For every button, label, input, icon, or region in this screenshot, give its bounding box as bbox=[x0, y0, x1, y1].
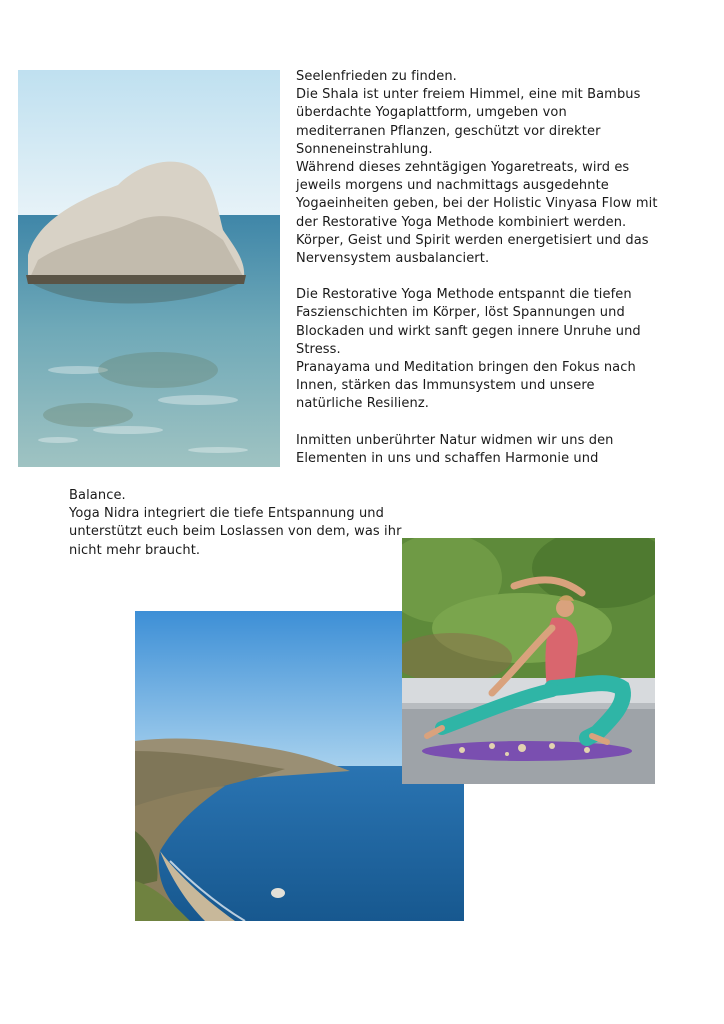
paragraph: Die Restorative Yoga Methode entspannt die tiefen Faszienschichten im Körper, löst Spannungen und Blockaden und wirkt sanft gegen innere Unruhe und Stress. bbox=[296, 287, 641, 357]
paragraph-gap bbox=[296, 268, 658, 286]
paragraph: Inmitten unberührter Natur widmen wir uns den Elementen in uns und schaffen Harmonie und bbox=[296, 432, 614, 466]
paragraph: Die Shala ist unter freiem Himmel, eine mit Bambus überdachte Yogaplattform, umgeben von mediterranen Pflanzen, geschützt vor direkter Sonneneinstrahlung. bbox=[296, 87, 641, 157]
paragraph: Während dieses zehntägigen Yogaretreats, wird es jeweils morgens und nachmittags ausgedehnte Yogaeinheiten geben, bei der Holistic Vinyasa Flow mit der Restorative Yoga Methode kombiniert werden. bbox=[296, 160, 658, 230]
text-main bbox=[296, 68, 658, 468]
photo-rock-in-sea bbox=[18, 70, 280, 467]
photo-yoga-pose bbox=[402, 538, 655, 784]
paragraph: Yoga Nidra integriert die tiefe Entspannung und unterstützt euch beim Loslassen von dem, was ihr nicht mehr braucht. bbox=[69, 506, 402, 558]
paragraph: Balance. bbox=[69, 488, 126, 503]
paragraph: Pranayama und Meditation bringen den Fokus nach Innen, stärken das Immunsystem und unsere natürliche Resilienz. bbox=[296, 360, 636, 412]
paragraph: Seelenfrieden zu finden. bbox=[296, 69, 457, 84]
paragraph-gap bbox=[296, 414, 658, 432]
text-lower bbox=[69, 487, 404, 560]
paragraph: Körper, Geist und Spirit werden energetisiert und das Nervensystem ausbalanciert. bbox=[296, 232, 649, 267]
